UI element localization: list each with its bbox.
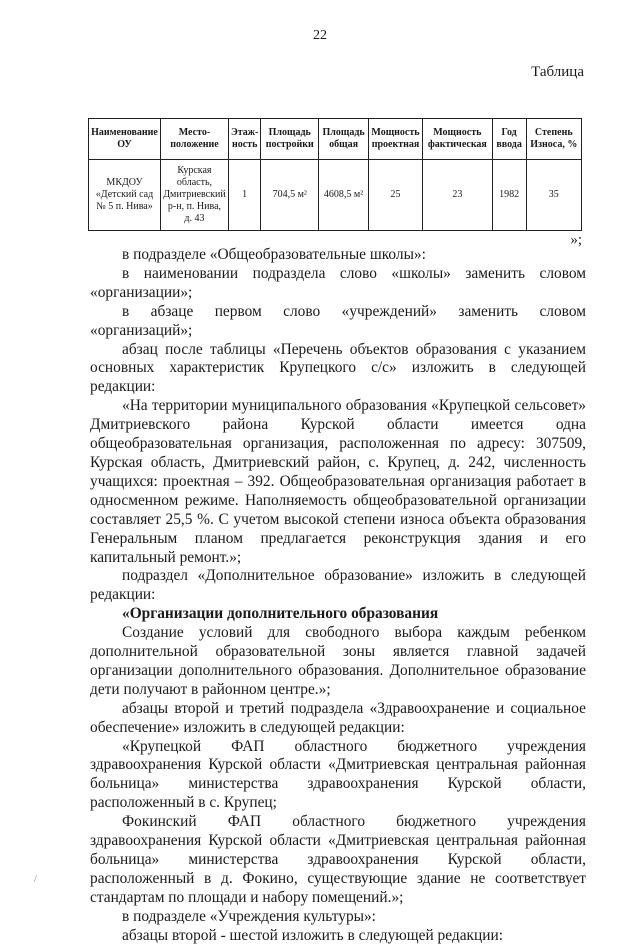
paragraph: в абзаце первом слово «учреждений» заменить словом «организаций»; (90, 302, 586, 339)
header-wear: Степень Износа, % (526, 119, 581, 160)
header-floors: Этаж-ность (228, 119, 260, 160)
header-building-area: Площадь постройки (261, 119, 319, 160)
paragraph: «На территории муниципального образования «Крупецкой сельсовет» Дмитриевского района Курской области имеется одна общеобразовательная организация, расположенная по адресу: 307509, Курская область, Дмитриевский район, с. Крупец, д. 242, численность учащихся: проектная – 392. Общеобразовательная организация работает в односменном режиме. Наполняемость общеобразовательной организации составляет 25,5 %. С учетом высокой степени износа объекта образования Генеральным планом предлагается реконструкция здания и его капитальный ремонт.»; (90, 397, 586, 566)
cell-actual-capacity: 23 (422, 160, 492, 231)
cell-floors: 1 (228, 160, 260, 231)
header-name: Наименование ОУ (89, 119, 161, 160)
header-total-area: Площадь общая (319, 119, 369, 160)
cell-wear: 35 (526, 160, 581, 231)
facilities-table (88, 118, 582, 231)
document-body (90, 246, 586, 946)
cell-name: МКДОУ «Детский сад № 5 п. Нива» (89, 160, 161, 231)
paragraph: абзацы второй и третий подраздела «Здравоохранение и социальное обеспечение» изложить в следующей редакции: (90, 699, 586, 736)
margin-mark: / (34, 874, 37, 885)
header-location: Место-положение (160, 119, 228, 160)
paragraph: Создание условий для свободного выбора каждым ребенком дополнительной образовательной зоны является главной задачей организации дополнительного образования. Дополнительное образование дети получают в районном центре.»; (90, 624, 586, 698)
cell-building-area: 704,5 м² (261, 160, 319, 231)
table-row (89, 160, 582, 231)
table-caption: Таблица (531, 64, 584, 80)
paragraph: абзацы второй - шестой изложить в следующей редакции: (122, 926, 504, 944)
header-actual-capacity: Мощность фактическая (422, 119, 492, 160)
cell-location: Курская область, Дмитриевский р-н, п. Нива, д. 43 (160, 160, 228, 231)
paragraph: абзац после таблицы «Перечень объектов образования с указанием основных характеристик Крупецкого с/с» изложить в следующей редакции: (90, 340, 586, 396)
cell-design-capacity: 25 (369, 160, 423, 231)
paragraph: в наименовании подраздела слово «школы» заменить словом «организации»; (90, 264, 586, 301)
header-design-capacity: Мощность проектная (369, 119, 423, 160)
paragraph: «Крупецкой ФАП областного бюджетного учреждения здравоохранения Курской области «Дмитриевская центральная районная больница» министерства здравоохранения Курской области, расположенный в с. Крупец; (90, 737, 586, 812)
section-heading: «Организации дополнительного образования (122, 605, 439, 623)
header-year: Год ввода (492, 119, 526, 160)
paragraph: в подразделе «Учреждения культуры»: (122, 907, 376, 925)
page-number: 22 (313, 28, 327, 43)
paragraph: Фокинский ФАП областного бюджетного учреждения здравоохранения Курской области «Дмитриевская центральная районная больница» министерства здравоохранения Курской области, расположенный в д. Фокино, существующие здание не соответствует стандартам по площади и набору помещений.»; (90, 813, 586, 906)
table-closing-quote: »; (570, 232, 582, 248)
cell-year: 1982 (492, 160, 526, 231)
paragraph: в подразделе «Общеобразовательные школы»: (122, 246, 426, 263)
paragraph: подраздел «Дополнительное образование» изложить в следующей редакции: (90, 567, 586, 604)
cell-total-area: 4608,5 м² (319, 160, 369, 231)
table-header-row (89, 119, 582, 160)
